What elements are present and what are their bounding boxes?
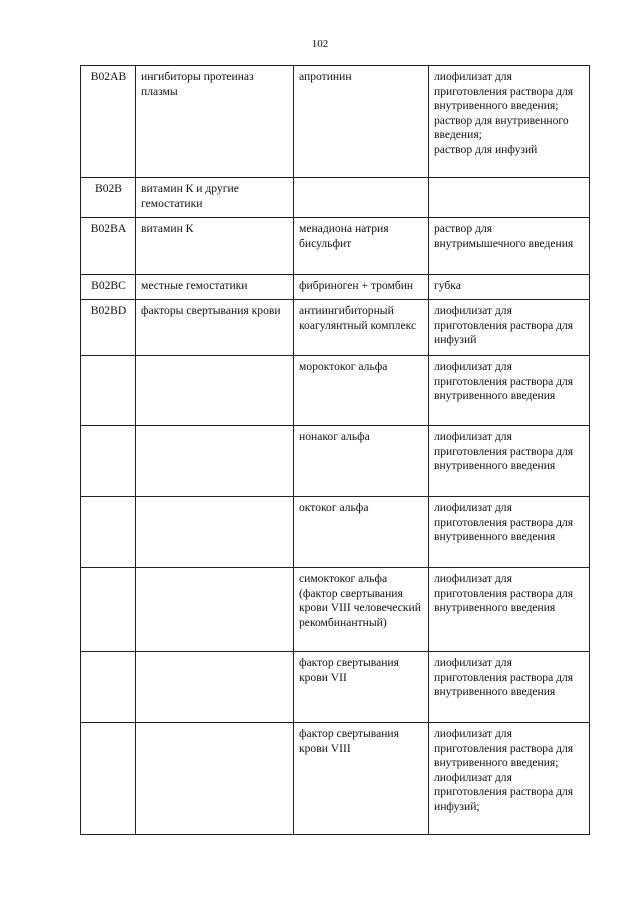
atc-code-cell xyxy=(81,652,136,723)
atc-code-cell: B02B xyxy=(81,178,136,218)
group-cell xyxy=(136,723,294,835)
atc-code-cell xyxy=(81,426,136,497)
dosage-form-text: лиофилизат для приготовления раствора для внутривенного введения xyxy=(434,572,574,614)
dosage-form-text: лиофилизат для приготовления раствора для внутривенного введения xyxy=(434,430,574,472)
drug-cell: менадиона натрия бисульфит xyxy=(294,218,429,275)
group-cell xyxy=(136,497,294,568)
dosage-form-cell xyxy=(429,66,590,178)
drug-cell: фибриноген + тромбин xyxy=(294,275,429,300)
drug-cell: антиингибиторный коагулянтный комплекс xyxy=(294,300,429,356)
dosage-form-text: лиофилизат для приготовления раствора для внутривенного введения xyxy=(434,501,574,543)
drug-cell: фактор свертывания крови VII xyxy=(294,652,429,723)
table-row xyxy=(81,497,590,568)
dosage-form-cell xyxy=(429,300,590,356)
dosage-form-cell xyxy=(429,723,590,835)
dosage-form-text: раствор для инфузий xyxy=(434,142,538,156)
dosage-form-text: лиофилизат для приготовления раствора для внутривенного введения; xyxy=(434,70,574,112)
atc-code-cell: B02BA xyxy=(81,218,136,275)
dosage-form-text: губка xyxy=(434,279,461,292)
atc-code-cell: B02AB xyxy=(81,66,136,178)
group-cell: витамин К и другие гемостатики xyxy=(136,178,294,218)
group-cell xyxy=(136,568,294,652)
table-row xyxy=(81,426,590,497)
dosage-form-cell xyxy=(429,652,590,723)
table-row xyxy=(81,723,590,835)
drug-cell: апротинин xyxy=(294,66,429,178)
drug-cell: фактор свертывания крови VIII xyxy=(294,723,429,835)
atc-code-cell xyxy=(81,356,136,426)
dosage-form-cell xyxy=(429,497,590,568)
atc-code-cell: B02BD xyxy=(81,300,136,356)
atc-code-cell xyxy=(81,723,136,835)
dosage-form-cell xyxy=(429,275,590,300)
dosage-form-cell xyxy=(429,568,590,652)
drug-cell: мороктоког альфа xyxy=(294,356,429,426)
dosage-form-cell xyxy=(429,218,590,275)
group-cell xyxy=(136,426,294,497)
table-row xyxy=(81,178,590,218)
group-cell: факторы свертывания крови xyxy=(136,300,294,356)
dosage-form-text: раствор для внутривенного введения; xyxy=(434,113,569,141)
table-row xyxy=(81,275,590,300)
dosage-form-text: лиофилизат для приготовления раствора для внутривенного введения xyxy=(434,360,574,402)
group-cell: ингибиторы протеиназ плазмы xyxy=(136,66,294,178)
atc-code-cell xyxy=(81,497,136,568)
drug-cell: нонаког альфа xyxy=(294,426,429,497)
drug-table xyxy=(80,65,590,835)
table-body xyxy=(81,66,590,835)
drug-cell: симоктоког альфа (фактор свертывания крови VIII человеческий рекомбинантный) xyxy=(294,568,429,652)
dosage-form-text: раствор для внутримышечного введения xyxy=(434,222,574,250)
dosage-form-text: лиофилизат для приготовления раствора для инфузий xyxy=(434,304,574,346)
drug-cell: октоког альфа xyxy=(294,497,429,568)
dosage-form-cell xyxy=(429,426,590,497)
dosage-form-cell xyxy=(429,178,590,218)
table-row xyxy=(81,568,590,652)
atc-code-cell xyxy=(81,568,136,652)
atc-code-cell: B02BC xyxy=(81,275,136,300)
table-row xyxy=(81,356,590,426)
table-row xyxy=(81,66,590,178)
dosage-form-text: лиофилизат для приготовления раствора для внутривенного введения xyxy=(434,656,574,698)
group-cell: витамин К xyxy=(136,218,294,275)
group-cell xyxy=(136,652,294,723)
table-row xyxy=(81,300,590,356)
dosage-form-text: лиофилизат для приготовления раствора для инфузий; xyxy=(434,770,574,813)
dosage-form-cell xyxy=(429,356,590,426)
page-number: 102 xyxy=(311,38,329,50)
group-cell: местные гемостатики xyxy=(136,275,294,300)
table-row xyxy=(81,218,590,275)
table-row xyxy=(81,652,590,723)
dosage-form-text: лиофилизат для приготовления раствора для внутривенного введения; xyxy=(434,727,574,769)
group-cell xyxy=(136,356,294,426)
drug-cell xyxy=(294,178,429,218)
